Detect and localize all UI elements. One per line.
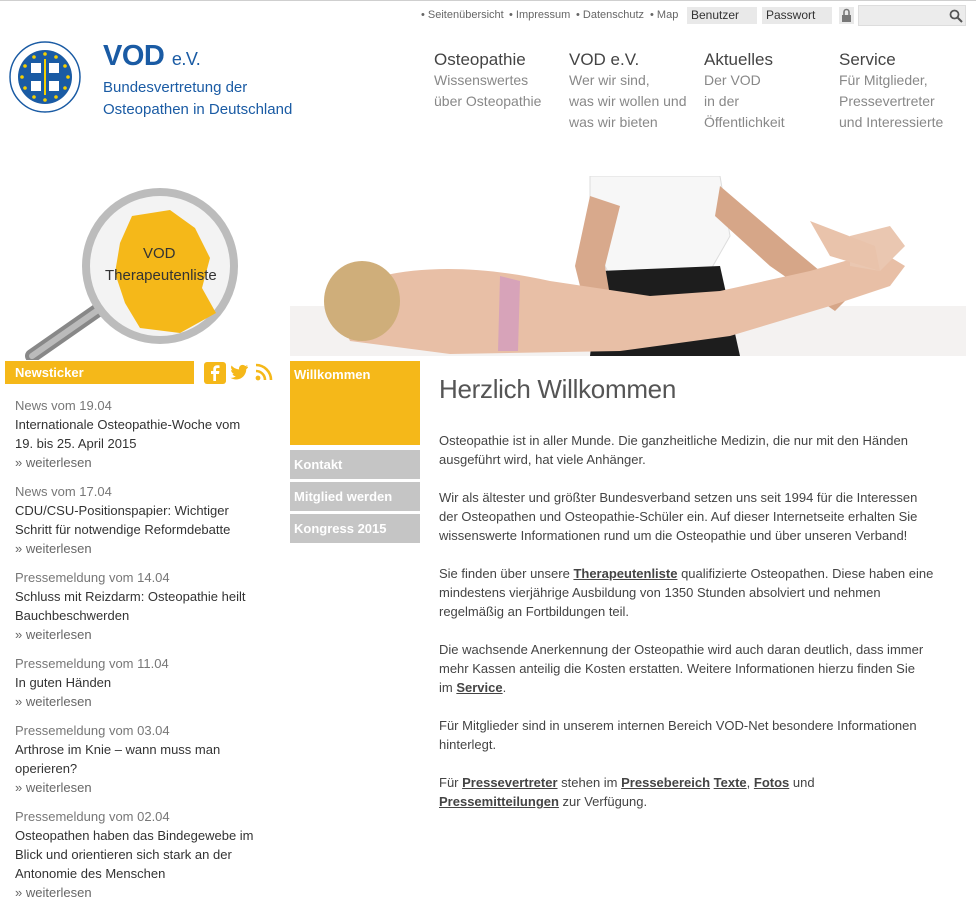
text-line: der Osteopathen und Osteopathie-Schüler ein. Auf dieser Internetseite erhalten Sie [439, 509, 918, 524]
text-line [439, 773, 954, 792]
nav-desc: was wir wollen und [569, 93, 687, 109]
text: im [439, 680, 457, 695]
nav-service[interactable] [839, 50, 943, 133]
text: . [502, 680, 507, 695]
subnav-willkommen[interactable]: Willkommen [290, 361, 420, 445]
news-text: In guten Händen [15, 675, 112, 690]
username-field[interactable]: Benutzer [687, 7, 757, 24]
news-date: Pressemeldung vom 03.04 [15, 723, 170, 738]
photos-link[interactable]: Fotos [753, 775, 790, 790]
imprint-link[interactable]: • Impressum [509, 9, 571, 21]
login-lock-button[interactable] [839, 7, 854, 24]
newsticker-header: Newsticker [5, 361, 194, 384]
text-line: mehr Kassen anteilig die Kosten erstatten. Weitere Informationen hierzu finden Sie [439, 661, 915, 676]
nav-desc: Der VOD [704, 72, 761, 88]
vod-seal-logo[interactable] [9, 41, 81, 113]
text: und [789, 775, 815, 790]
news-item[interactable] [15, 482, 270, 558]
text-line: hinterlegt. [439, 737, 497, 752]
brand-name: VOD [103, 40, 165, 72]
therapist-list-link[interactable]: Therapeutenliste [573, 566, 678, 581]
texts-link[interactable]: Texte [713, 775, 747, 790]
nav-osteopathie[interactable] [434, 50, 541, 112]
nav-desc: Pressevertreter [839, 93, 935, 109]
nav-desc: über Osteopathie [434, 93, 542, 109]
news-text: CDU/CSU-Positionspapier: Wichtiger [15, 503, 229, 518]
press-representatives-link[interactable]: Pressevertreter [462, 775, 558, 790]
read-more-link[interactable]: » weiterlesen [15, 885, 92, 900]
brand-title[interactable] [103, 40, 200, 73]
text-line: ausgeführt wird, hat viele Anhänger. [439, 452, 646, 467]
news-text: 19. bis 25. April 2015 [15, 436, 137, 451]
service-link[interactable]: Service [456, 680, 503, 695]
brand-ev: e.V. [171, 49, 201, 69]
text-line: regelmäßig an Fortbildungen teil. [439, 604, 630, 619]
content-paragraph [439, 431, 954, 469]
read-more-link[interactable]: » weiterlesen [15, 541, 92, 556]
text: zur Verfügung. [558, 794, 648, 809]
text: stehen im [557, 775, 622, 790]
text-line: wissenswerte Informationen rund um die Osteopathie und über unseren Verband! [439, 528, 908, 543]
brand-subtitle-line2: Osteopathen in Deutschland [103, 101, 293, 118]
news-item[interactable] [15, 568, 270, 644]
nav-vod[interactable] [569, 50, 687, 133]
lock-icon [839, 7, 854, 24]
news-text: operieren? [15, 761, 78, 776]
news-item[interactable] [15, 721, 270, 797]
nav-desc: Wer wir sind, [569, 72, 650, 88]
news-date: Pressemeldung vom 14.04 [15, 570, 170, 585]
text: Sie finden über unsere [439, 566, 574, 581]
therapist-list-magnifier[interactable] [20, 188, 245, 360]
text-line [439, 792, 954, 811]
news-text: Osteopathen haben das Bindegewebe im [15, 828, 254, 843]
content-paragraph [439, 488, 954, 545]
news-date: Pressemeldung vom 11.04 [15, 656, 169, 671]
news-item[interactable] [15, 396, 270, 472]
top-border [0, 0, 976, 1]
news-date: News vom 19.04 [15, 398, 112, 413]
news-item[interactable] [15, 654, 270, 711]
news-text: Schritt für notwendige Reformdebatte [15, 522, 231, 537]
search-input[interactable] [858, 5, 966, 26]
privacy-link[interactable]: • Datenschutz [576, 9, 645, 21]
read-more-link[interactable]: » weiterlesen [15, 780, 92, 795]
text-line [439, 564, 954, 583]
news-date: News vom 17.04 [15, 484, 112, 499]
magnifier-label-1: VOD [143, 245, 176, 262]
nav-desc: was wir bieten [569, 114, 658, 130]
map-link[interactable]: • Map [650, 9, 679, 21]
text: Für [439, 775, 463, 790]
content-paragraph [439, 564, 954, 621]
press-releases-link[interactable]: Pressemitteilungen [439, 794, 559, 809]
news-text: Antonomie des Menschen [15, 866, 166, 881]
news-text: Internationale Osteopathie-Woche vom [15, 417, 241, 432]
nav-title: Service [839, 50, 896, 69]
nav-aktuelles[interactable] [704, 50, 785, 133]
news-date: Pressemeldung vom 02.04 [15, 809, 170, 824]
nav-desc: Für Mitglieder, [839, 72, 928, 88]
nav-title: VOD e.V. [569, 50, 640, 69]
news-text: Bauchbeschwerden [15, 608, 130, 623]
text-line: Wir als ältester und größter Bundesverband setzen uns seit 1994 für die Interessen [439, 490, 918, 505]
nav-desc: Öffentlichkeit [704, 114, 785, 130]
news-text: Arthrose im Knie – wann muss man [15, 742, 221, 757]
nav-desc: und Interessierte [839, 114, 944, 130]
page-title: Herzlich Willkommen [439, 374, 676, 404]
hero-image [290, 176, 966, 356]
nav-title: Osteopathie [434, 50, 526, 69]
news-text: Blick und orientieren sich stark an der [15, 847, 232, 862]
sitemap-link[interactable]: • Seitenübersicht [421, 9, 504, 21]
text-line: Osteopathie ist in aller Munde. Die ganzheitliche Medizin, die nur mit den Händen [439, 433, 908, 448]
text-line: Für Mitglieder sind in unserem internen Bereich VOD-Net besondere Informationen [439, 718, 917, 733]
subnav-mitglied-werden[interactable]: Mitglied werden [290, 482, 420, 511]
text: qualifizierte Osteopathen. Diese haben eine [677, 566, 934, 581]
nav-title: Aktuelles [704, 50, 773, 69]
subnav-kontakt[interactable]: Kontakt [290, 450, 420, 479]
text-line [439, 678, 954, 697]
read-more-link[interactable]: » weiterlesen [15, 455, 92, 470]
nav-desc: Wissenswertes [434, 72, 529, 88]
rss-icon[interactable] [254, 362, 274, 382]
read-more-link[interactable]: » weiterlesen [15, 694, 92, 709]
news-text: Schluss mit Reizdarm: Osteopathie heilt [15, 589, 246, 604]
read-more-link[interactable]: » weiterlesen [15, 627, 92, 642]
search-icon[interactable] [949, 9, 963, 23]
text-line: mindestens vierjährige Ausbildung von 1350 Stunden absolviert und nehmen [439, 585, 881, 600]
news-item[interactable] [15, 807, 270, 902]
facebook-icon[interactable] [204, 362, 224, 382]
nav-desc: in der [704, 93, 740, 109]
press-area-link[interactable]: Pressebereich [621, 775, 711, 790]
subnav-kongress[interactable]: Kongress 2015 [290, 514, 420, 543]
text: , [746, 775, 754, 790]
content-paragraph [439, 716, 954, 754]
password-field[interactable]: Passwort [762, 7, 832, 24]
twitter-icon[interactable] [229, 362, 249, 382]
content-paragraph [439, 640, 954, 697]
content-paragraph [439, 773, 954, 811]
text-line: Die wachsende Anerkennung der Osteopathie wird auch daran deutlich, dass immer [439, 642, 924, 657]
magnifier-label-2: Therapeutenliste [105, 267, 217, 284]
brand-subtitle-line1: Bundesvertretung der [103, 79, 248, 96]
